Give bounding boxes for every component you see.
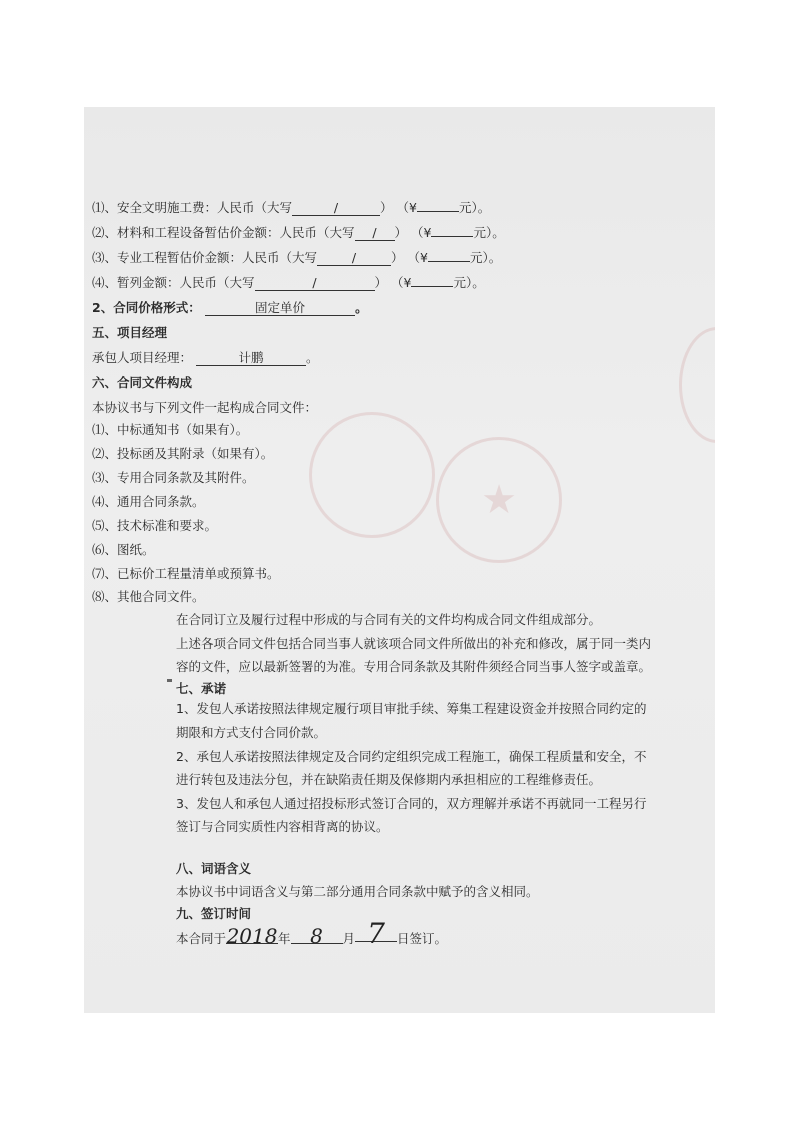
doc-item-5: ⑸、技术标准和要求。 — [92, 518, 218, 533]
fee-line-3: ⑶、专业工程暂估价金额：人民币（大写 / ） （¥ 元）。 — [92, 250, 502, 265]
promise-1a: 1、发包人承诺按照法律规定履行项目审批手续、筹集工程建设资金并按照合同约定的 — [176, 701, 647, 716]
handwritten-year: 2018 — [226, 924, 278, 948]
project-manager-line: 承包人项目经理： 计鹏 。 — [92, 350, 319, 365]
handwritten-day: 7 — [355, 927, 397, 942]
promise-1b: 期限和方式支付合同价款。 — [176, 725, 327, 740]
section-6-para-2a: 上述各项合同文件包括合同当事人就该项合同文件所做出的补充和修改，属于同一类内 — [176, 636, 652, 651]
handwritten-month: 8 — [291, 929, 343, 944]
section-6-title: 六、合同文件构成 — [92, 375, 193, 390]
promise-3a: 3、发包人和承包人通过招投标形式签订合同的，双方理解并承诺不再就同一工程另行 — [176, 796, 647, 811]
fee-line-4: ⑷、暂列金额：人民币（大写 / ） （¥ 元）。 — [92, 275, 485, 290]
red-seal-edge — [679, 327, 715, 443]
project-manager-name: 计鹏 — [196, 351, 306, 366]
document-page — [84, 107, 715, 1013]
doc-item-3: ⑶、专用合同条款及其附件。 — [92, 470, 255, 485]
promise-2a: 2、承包人承诺按照法律规定及合同约定组织完成工程施工，确保工程质量和安全，不 — [176, 749, 647, 764]
doc-item-8: ⑻、其他合同文件。 — [92, 589, 205, 604]
fee-line-1: ⑴、安全文明施工费：人民币（大写 / ） （¥ 元）。 — [92, 200, 491, 215]
section-8-title: 八、词语含义 — [176, 861, 252, 876]
promise-2b: 进行转包及违法分包，并在缺陷责任期及保修期内承担相应的工程维修责任。 — [176, 772, 602, 787]
doc-item-4: ⑷、通用合同条款。 — [92, 494, 205, 509]
star-icon: ★ — [481, 477, 517, 523]
red-seal-left — [309, 412, 435, 538]
price-form-value: 固定单价 — [205, 301, 355, 316]
doc-item-6: ⑹、图纸。 — [92, 542, 155, 557]
scan-mark — [167, 679, 172, 682]
section-6-para-2b: 容的文件，应以最新签署的为准。专用合同条款及其附件须经合同当事人签字或盖章。 — [176, 659, 652, 674]
section-9-title: 九、签订时间 — [176, 906, 252, 921]
section-6-para-1: 在合同订立及履行过程中形成的与合同有关的文件均构成合同文件组成部分。 — [176, 612, 602, 627]
fee-line-2: ⑵、材料和工程设备暂估价金额：人民币（大写 / ） （¥ 元）。 — [92, 225, 505, 240]
doc-item-1: ⑴、中标通知书（如果有）。 — [92, 422, 249, 437]
price-form-line: 2、合同价格形式： 固定单价 。 — [92, 300, 368, 315]
signing-date-line: 本合同于2018年 8 月 7 日签订。 — [176, 917, 448, 950]
doc-item-2: ⑵、投标函及其附录（如果有）。 — [92, 446, 274, 461]
section-5-title: 五、项目经理 — [92, 325, 168, 340]
doc-item-7: ⑺、已标价工程量清单或预算书。 — [92, 566, 280, 581]
section-7-title: 七、承诺 — [176, 681, 227, 696]
section-6-intro: 本协议书与下列文件一起构成合同文件： — [92, 400, 318, 415]
section-8-text: 本协议书中词语含义与第二部分通用合同条款中赋予的含义相同。 — [176, 884, 539, 899]
red-seal-right — [436, 437, 562, 563]
promise-3b: 签订与合同实质性内容相背离的协议。 — [176, 819, 389, 834]
